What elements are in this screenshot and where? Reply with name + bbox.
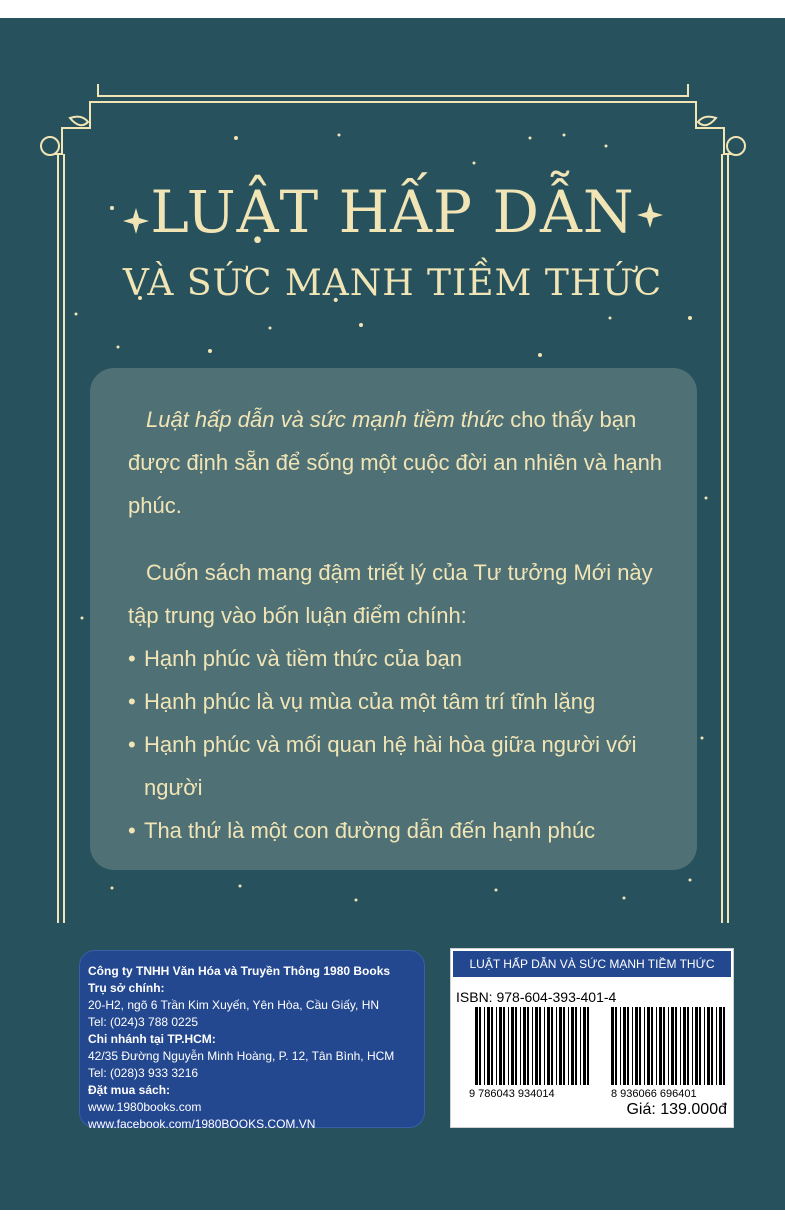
bullet-icon: • [128,646,136,671]
key-points-list [128,637,698,852]
order-label: Đặt mua sách: [88,1083,171,1097]
list-item: • Tha thứ là một con đường dẫn đến hạnh phúc [128,809,698,852]
branch-address: 42/35 Đường Nguyễn Minh Hoàng, P. 12, Tân Bình, HCM [88,1049,395,1063]
list-item: • Hạnh phúc là vụ mùa của một tâm trí tĩnh lặng [128,680,698,723]
hq-address: 20-H2, ngõ 6 Trần Kim Xuyến, Yên Hòa, Cầu Giấy, HN [88,998,380,1012]
barcode-book-title: LUẬT HẤP DẪN VÀ SỨC MẠNH TIỀM THỨC [453,951,731,977]
price-label: Giá: 139.000đ [626,1101,727,1118]
isbn-label: ISBN: 978-604-393-401-4 [456,989,617,1005]
bullet-icon: • [128,732,136,757]
barcode-graphic [451,1007,735,1097]
isbn-barcode-number: 9 786043 934014 [469,1088,555,1100]
list-item: • Hạnh phúc và tiềm thức của bạn [128,637,698,680]
branch-tel: Tel: (028)3 933 3216 [88,1066,199,1080]
publisher-info-box [79,950,425,1131]
barcode-box [450,948,734,1128]
list-item: • Hạnh phúc và mối quan hệ hài hòa giữa người với người [128,723,698,809]
book-title-italic: Luật hấp dẫn và sức mạnh tiềm thức [146,407,505,432]
description-paragraph-1-text: cho thấy bạn được định sẵn để sống một cuộc đời an nhiên và hạnh phúc. [128,407,663,518]
branch-label: Chi nhánh tại TP.HCM: [88,1032,216,1046]
ean-barcode-number: 8 936066 696401 [611,1088,697,1100]
book-back-cover [0,18,785,1210]
book-title-line-2: VÀ SỨC MẠNH TIỀM THỨC [122,263,663,304]
publisher-name: Công ty TNHH Văn Hóa và Truyền Thông 1980 Books [88,964,391,978]
bullet-icon: • [128,818,136,843]
description-panel [90,368,697,870]
hq-tel: Tel: (024)3 788 0225 [88,1015,199,1029]
hq-label: Trụ sở chính: [88,981,165,995]
description-paragraph-2: Cuốn sách mang đậm triết lý của Tư tưởng Mới này tập trung vào bốn luận điểm chính: [128,560,653,628]
bullet-icon: • [128,689,136,714]
description-paragraph-1 [128,398,688,527]
facebook-link[interactable]: www.facebook.com/1980BOOKS.COM.VN [88,1117,316,1131]
website-link[interactable]: www.1980books.com [88,1100,202,1114]
book-title-line-1: LUẬT HẤP DẪN [150,178,635,246]
